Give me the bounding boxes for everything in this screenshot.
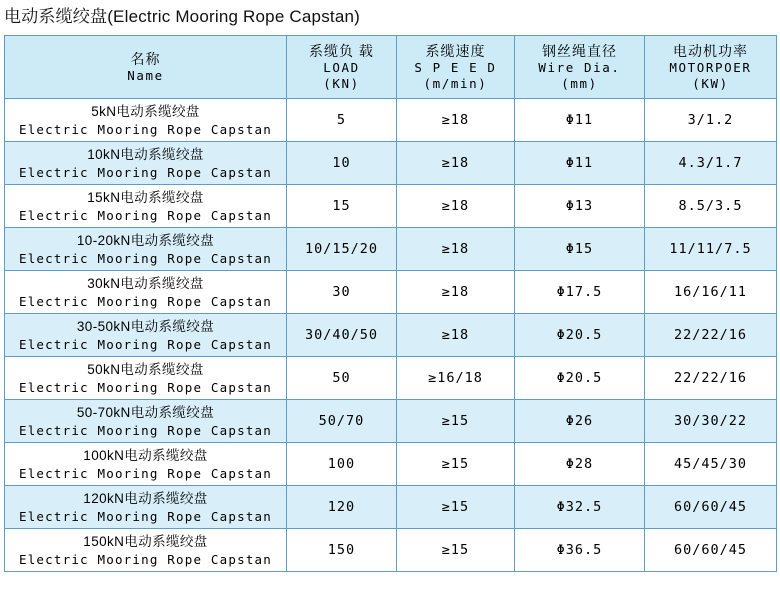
cell-motor-power: 60/60/45 bbox=[645, 529, 777, 572]
cell-name bbox=[5, 486, 287, 529]
cell-name-cn: 30-50kN电动系缆绞盘 bbox=[76, 318, 215, 334]
cell-speed: ≥18 bbox=[397, 228, 515, 271]
column-header-motor-cn: 电动机功率 bbox=[673, 43, 748, 59]
cell-motor-power: 45/45/30 bbox=[645, 443, 777, 486]
table-row bbox=[5, 99, 777, 142]
cell-name-en: Electric Mooring Rope Capstan bbox=[18, 250, 273, 266]
cell-speed: ≥18 bbox=[397, 314, 515, 357]
cell-motor-power: 11/11/7.5 bbox=[645, 228, 777, 271]
table-row bbox=[5, 185, 777, 228]
cell-speed: ≥15 bbox=[397, 400, 515, 443]
cell-name-en: Electric Mooring Rope Capstan bbox=[18, 379, 273, 395]
cell-name-en: Electric Mooring Rope Capstan bbox=[18, 551, 273, 567]
column-header-speed-unit: (m/min) bbox=[423, 76, 488, 91]
table-row bbox=[5, 271, 777, 314]
cell-name-cn: 30kN电动系缆绞盘 bbox=[87, 275, 204, 291]
column-header-motor-power bbox=[645, 36, 777, 99]
cell-load: 50 bbox=[287, 357, 397, 400]
cell-load: 10 bbox=[287, 142, 397, 185]
column-header-wire-diameter bbox=[515, 36, 645, 99]
cell-load: 15 bbox=[287, 185, 397, 228]
page-title: 电动系缆绞盘(Electric Mooring Rope Capstan) bbox=[4, 7, 360, 26]
table-body bbox=[5, 99, 777, 572]
cell-motor-power: 22/22/16 bbox=[645, 314, 777, 357]
cell-wire-diameter: Φ36.5 bbox=[515, 529, 645, 572]
cell-motor-power: 3/1.2 bbox=[645, 99, 777, 142]
cell-name-en: Electric Mooring Rope Capstan bbox=[18, 465, 273, 481]
cell-motor-power: 16/16/11 bbox=[645, 271, 777, 314]
column-header-name-en: Name bbox=[127, 68, 164, 83]
column-header-speed bbox=[397, 36, 515, 99]
cell-load: 30 bbox=[287, 271, 397, 314]
cell-wire-diameter: Φ32.5 bbox=[515, 486, 645, 529]
cell-name-cn: 15kN电动系缆绞盘 bbox=[87, 189, 204, 205]
cell-speed: ≥16/18 bbox=[397, 357, 515, 400]
cell-name-en: Electric Mooring Rope Capstan bbox=[18, 293, 273, 309]
cell-speed: ≥18 bbox=[397, 99, 515, 142]
cell-name-en: Electric Mooring Rope Capstan bbox=[18, 207, 273, 223]
column-header-motor-unit: (KW) bbox=[692, 76, 729, 91]
cell-motor-power: 4.3/1.7 bbox=[645, 142, 777, 185]
cell-wire-diameter: Φ11 bbox=[515, 99, 645, 142]
cell-wire-diameter: Φ11 bbox=[515, 142, 645, 185]
cell-name bbox=[5, 314, 287, 357]
cell-motor-power: 8.5/3.5 bbox=[645, 185, 777, 228]
specification-table bbox=[4, 35, 777, 572]
cell-name bbox=[5, 529, 287, 572]
cell-load: 100 bbox=[287, 443, 397, 486]
cell-name-cn: 100kN电动系缆绞盘 bbox=[83, 447, 208, 463]
cell-name-en: Electric Mooring Rope Capstan bbox=[18, 121, 273, 137]
column-header-load-cn: 系缆负 载 bbox=[309, 43, 374, 59]
column-header-speed-en: S P E E D bbox=[414, 60, 497, 75]
cell-wire-diameter: Φ13 bbox=[515, 185, 645, 228]
column-header-load-unit: (KN) bbox=[323, 76, 360, 91]
table-row bbox=[5, 486, 777, 529]
cell-name-cn: 10-20kN电动系缆绞盘 bbox=[76, 232, 215, 248]
column-header-name-cn: 名称 bbox=[130, 51, 161, 67]
column-header-motor-en: MOTORPOER bbox=[669, 60, 752, 75]
cell-name bbox=[5, 271, 287, 314]
table-row bbox=[5, 529, 777, 572]
cell-name-cn: 5kN电动系缆绞盘 bbox=[91, 103, 200, 119]
column-header-speed-cn: 系缆速度 bbox=[425, 43, 486, 59]
table-row bbox=[5, 400, 777, 443]
cell-name-en: Electric Mooring Rope Capstan bbox=[18, 336, 273, 352]
table-header-row bbox=[5, 36, 777, 99]
cell-name-cn: 120kN电动系缆绞盘 bbox=[83, 490, 208, 506]
cell-motor-power: 22/22/16 bbox=[645, 357, 777, 400]
cell-name bbox=[5, 228, 287, 271]
cell-name bbox=[5, 357, 287, 400]
cell-motor-power: 30/30/22 bbox=[645, 400, 777, 443]
table-row bbox=[5, 443, 777, 486]
cell-load: 150 bbox=[287, 529, 397, 572]
cell-load: 10/15/20 bbox=[287, 228, 397, 271]
cell-speed: ≥15 bbox=[397, 443, 515, 486]
cell-name bbox=[5, 443, 287, 486]
cell-name-cn: 10kN电动系缆绞盘 bbox=[87, 146, 204, 162]
cell-load: 30/40/50 bbox=[287, 314, 397, 357]
cell-speed: ≥18 bbox=[397, 185, 515, 228]
cell-name bbox=[5, 99, 287, 142]
column-header-wire-cn: 钢丝绳直径 bbox=[542, 43, 617, 59]
cell-name-en: Electric Mooring Rope Capstan bbox=[18, 422, 273, 438]
column-header-wire-unit: (mm) bbox=[561, 76, 598, 91]
cell-name-cn: 50-70kN电动系缆绞盘 bbox=[76, 404, 215, 420]
cell-name-en: Electric Mooring Rope Capstan bbox=[18, 508, 273, 524]
cell-speed: ≥18 bbox=[397, 142, 515, 185]
cell-wire-diameter: Φ15 bbox=[515, 228, 645, 271]
cell-name-cn: 150kN电动系缆绞盘 bbox=[83, 533, 208, 549]
cell-name bbox=[5, 400, 287, 443]
cell-load: 120 bbox=[287, 486, 397, 529]
column-header-load bbox=[287, 36, 397, 99]
cell-speed: ≥15 bbox=[397, 529, 515, 572]
cell-name-cn: 50kN电动系缆绞盘 bbox=[87, 361, 204, 377]
table-row bbox=[5, 142, 777, 185]
cell-wire-diameter: Φ17.5 bbox=[515, 271, 645, 314]
cell-load: 50/70 bbox=[287, 400, 397, 443]
cell-motor-power: 60/60/45 bbox=[645, 486, 777, 529]
table-row bbox=[5, 314, 777, 357]
cell-wire-diameter: Φ20.5 bbox=[515, 314, 645, 357]
cell-name-en: Electric Mooring Rope Capstan bbox=[18, 164, 273, 180]
table-header bbox=[5, 36, 777, 99]
cell-name bbox=[5, 185, 287, 228]
cell-wire-diameter: Φ20.5 bbox=[515, 357, 645, 400]
cell-load: 5 bbox=[287, 99, 397, 142]
column-header-load-en: LOAD bbox=[323, 60, 360, 75]
column-header-wire-en: Wire Dia. bbox=[538, 60, 621, 75]
column-header-name bbox=[5, 36, 287, 99]
cell-speed: ≥15 bbox=[397, 486, 515, 529]
cell-wire-diameter: Φ28 bbox=[515, 443, 645, 486]
cell-wire-diameter: Φ26 bbox=[515, 400, 645, 443]
cell-speed: ≥18 bbox=[397, 271, 515, 314]
cell-name bbox=[5, 142, 287, 185]
table-row bbox=[5, 357, 777, 400]
table-row bbox=[5, 228, 777, 271]
